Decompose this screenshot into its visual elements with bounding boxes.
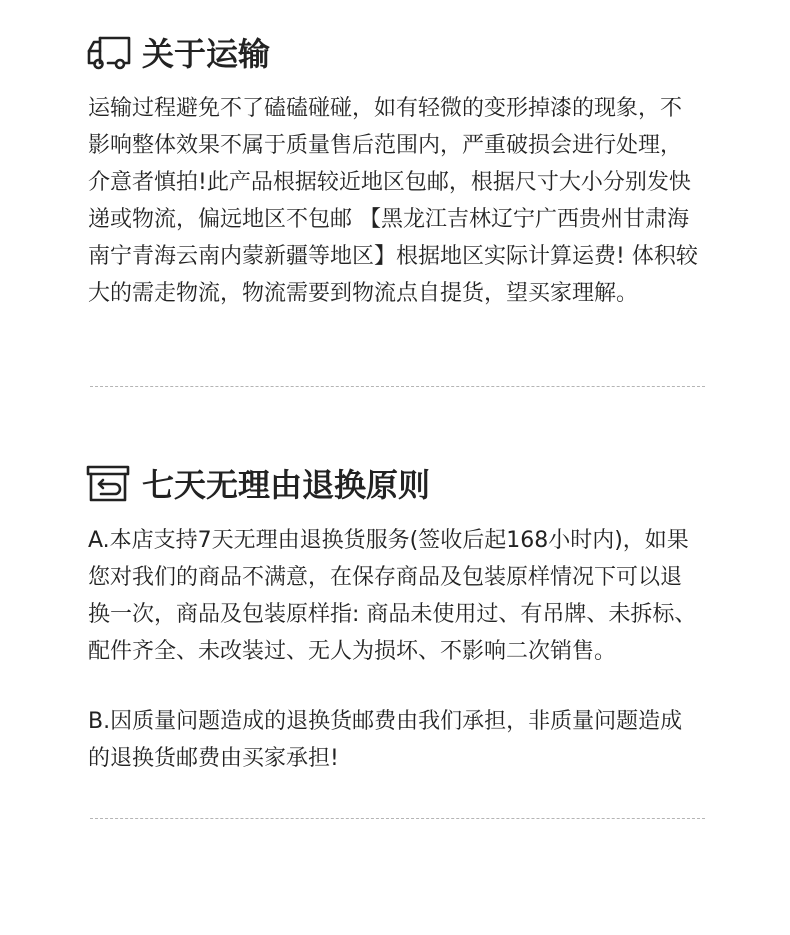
returns-title: 七天无理由退换原则 <box>142 466 431 504</box>
section-divider-bottom <box>90 818 705 819</box>
returns-paragraph-a: A.本店支持7天无理由退换货服务(签收后起168小时内)，如果您对我们的商品不满意，在保存商品及包装原样情况下可以退换一次，商品及包装原样指: 商品未使用过、有吊牌、未拆标、配件齐全、未改装过、无人为损坏、不影响二次销售。 <box>88 528 697 664</box>
shipping-title: 关于运输 <box>142 35 271 73</box>
return-box-icon <box>86 463 132 503</box>
section-divider <box>90 386 705 387</box>
shipping-heading <box>86 29 270 75</box>
returns-paragraph-b: B.因质量问题造成的退换货邮费由我们承担，非质量问题造成的退换货邮费由买家承担! <box>88 709 683 771</box>
truck-icon <box>86 32 132 72</box>
shipping-body: 运输过程避免不了磕磕碰碰，如有轻微的变形掉漆的现象，不影响整体效果不属于质量售后范围内，严重破损会进行处理，介意者慎拍!此产品根据较近地区包邮，根据尺寸大小分别发快递或物流，偏远地区不包邮 【黑龙江吉林辽宁广西贵州甘肃海南宁青海云南内蒙新疆等地区】根据地区实际计算运费! 体积较大的需走物流，物流需要到物流点自提货，望买家理解。 <box>88 96 698 306</box>
returns-heading <box>86 460 430 506</box>
